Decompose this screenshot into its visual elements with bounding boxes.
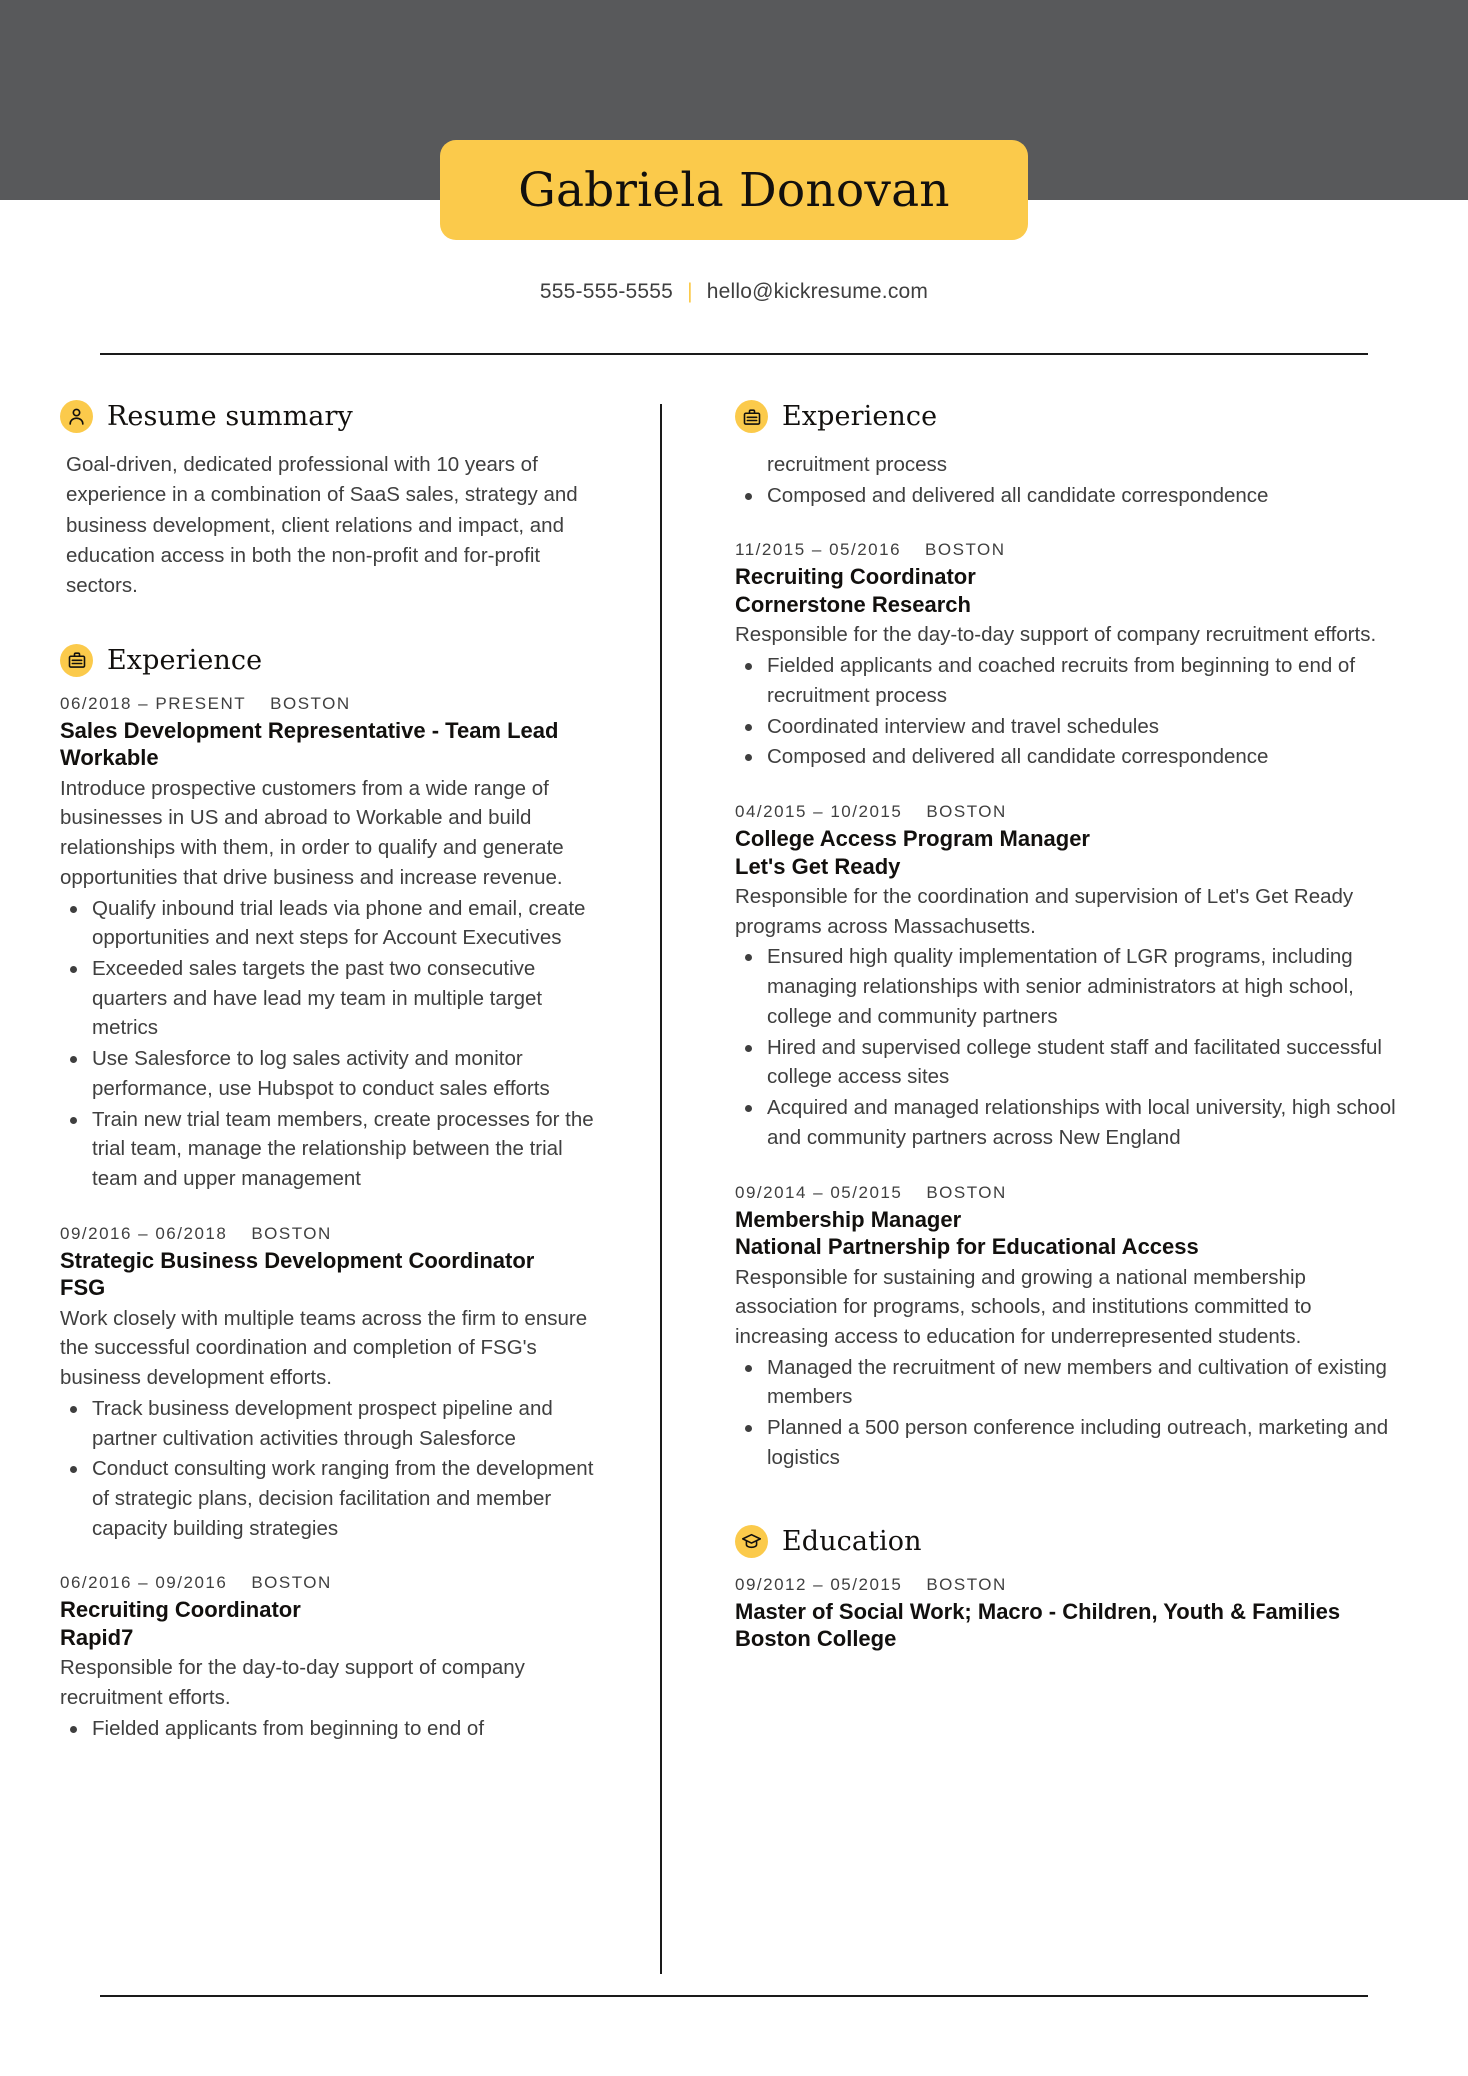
entry-title: Recruiting Coordinator [60,1597,301,1623]
right-column [662,400,1468,1974]
entry-org: Workable [60,745,159,771]
entry-title: Recruiting Coordinator [735,564,976,590]
summary-text: Goal-driven, dedicated professional with 10 years of experience in a combination of SaaS sales, strategy and business development, client relations and impact, and education access in both the non-profit and for-profit sectors. [66,453,578,598]
entry-location: BOSTON [926,802,1007,822]
entry-title: Master of Social Work; Macro - Children, Youth & Families [735,1598,1341,1624]
entry-org: Rapid7 [60,1624,134,1650]
entry-dates: 04/2015 – 10/2015 [735,802,903,822]
entry-title: College Access Program Manager [735,826,1090,852]
entry-org: FSG [60,1275,106,1301]
entry-location: BOSTON [926,1182,1007,1202]
section-resume-summary [60,400,610,433]
experience-entry [735,802,1408,1152]
entry-location: BOSTON [251,1573,332,1593]
entry-dates: 11/2015 – 05/2016 [735,540,902,560]
entry-org: National Partnership for Educational Access [735,1234,1199,1259]
list-item: Hired and supervised college student staff and facilitated successful college access sites [735,1033,1408,1092]
entry-desc: Responsible for the coordination and supervision of Let's Get Ready programs across Massachusetts. [735,885,1354,938]
experience-entry [60,694,610,1194]
entry-bullets [735,942,1408,1152]
graduation-cap-icon [735,1525,768,1558]
experience-entry [60,1573,610,1743]
section-experience-left [60,644,610,677]
continuation-line: recruitment process [767,453,948,476]
entry-desc: Introduce prospective customers from a wide range of businesses in US and abroad to Workable and build relationships with them, in order to qualify and generate opportunities that drive business and increase revenue. [60,776,564,889]
experience-entry [735,540,1408,772]
list-item: Coordinated interview and travel schedules [735,712,1408,742]
list-item: Composed and delivered all candidate correspondence [735,742,1408,772]
entry-location: BOSTON [270,693,351,713]
entry-location: BOSTON [925,540,1006,560]
list-item: Qualify inbound trial leads via phone and email, create opportunities and next steps for Account Executives [60,894,610,953]
divider-top [100,353,1368,355]
entry-desc: Responsible for the day-to-day support of company recruitment efforts. [60,1656,525,1710]
entry-title: Strategic Business Development Coordinator [60,1247,535,1273]
content-columns [0,400,1468,1974]
education-entry [735,1575,1408,1653]
spacer [735,1503,1408,1525]
entry-bullets [60,894,610,1194]
experience-continuation [735,450,1408,510]
list-item: Conduct consulting work ranging from the development of strategic plans, decision facilitation and member capacity building strategies [60,1454,610,1543]
entry-dates: 09/2012 – 05/2015 [735,1574,903,1594]
entry-meta [60,1224,610,1244]
list-item: Ensured high quality implementation of LGR programs, including managing relationships with senior administrators at high school, college and community partners [735,942,1408,1031]
entry-meta [60,1573,610,1593]
contact-line [0,280,1468,304]
section-education [735,1525,1408,1558]
section-title: Education [782,1525,922,1557]
email-address: hello@kickresume.com [706,280,929,303]
briefcase-icon [735,400,768,433]
experience-entry [735,1183,1408,1473]
entry-dates: 09/2014 – 05/2015 [735,1182,903,1202]
experience-entry [60,1224,610,1544]
entry-bullets [60,1394,610,1544]
entry-dates: 09/2016 – 06/2018 [60,1223,228,1243]
entry-location: BOSTON [251,1223,332,1243]
list-item: Exceeded sales targets the past two consecutive quarters and have lead my team in multiple target metrics [60,954,610,1043]
entry-dates: 06/2016 – 09/2016 [60,1573,228,1593]
entry-bullets [735,651,1408,772]
list-item: Train new trial team members, create processes for the trial team, manage the relationship between the trial team and upper management [60,1105,610,1194]
name-plate [440,140,1028,240]
entry-meta [735,1183,1408,1203]
list-item: Fielded applicants from beginning to end of [60,1714,610,1744]
page-title: Gabriela Donovan [518,162,950,218]
section-title: Experience [782,401,938,432]
entry-meta [60,694,610,714]
section-experience-right [735,400,1408,433]
entry-title: Sales Development Representative - Team Lead [60,717,559,743]
entry-bullets [735,1353,1408,1473]
entry-org: Let's Get Ready [735,853,901,879]
entry-org: Cornerstone Research [735,591,971,617]
list-item: Planned a 500 person conference including outreach, marketing and logistics [735,1413,1408,1472]
section-title: Resume summary [107,401,353,432]
list-item: Composed and delivered all candidate correspondence [735,481,1408,511]
entry-title: Membership Manager [735,1206,962,1232]
entry-desc: Responsible for the day-to-day support of company recruitment efforts. [735,623,1377,647]
section-title: Experience [107,644,263,676]
entry-org: Boston College [735,1626,897,1652]
entry-location: BOSTON [926,1574,1007,1594]
divider-bottom [100,1995,1368,1997]
briefcase-icon [60,644,93,677]
left-column [0,400,660,1974]
list-item: Fielded applicants and coached recruits from beginning to end of recruitment process [735,651,1408,710]
contact-separator: | [687,280,693,303]
entry-meta [735,540,1408,560]
entry-meta [735,802,1408,822]
entry-dates: 06/2018 – PRESENT [60,693,247,713]
entry-desc: Work closely with multiple teams across the firm to ensure the successful coordination and completion of FSG's business development efforts. [60,1306,588,1390]
list-item: Managed the recruitment of new members and cultivation of existing members [735,1353,1408,1412]
person-icon [60,400,93,433]
entry-bullets [60,1714,610,1744]
entry-meta [735,1575,1408,1595]
entry-desc: Responsible for sustaining and growing a national membership association for programs, schools, and institutions committed to increasing access to education for underrepresented students. [735,1265,1312,1348]
list-item: Use Salesforce to log sales activity and monitor performance, use Hubspot to conduct sales efforts [60,1044,610,1103]
phone-number: 555-555-5555 [539,280,674,303]
entry-bullets [735,481,1408,511]
list-item: Acquired and managed relationships with local university, high school and community partners across New England [735,1093,1408,1152]
list-item: Track business development prospect pipeline and partner cultivation activities through Salesforce [60,1394,610,1453]
